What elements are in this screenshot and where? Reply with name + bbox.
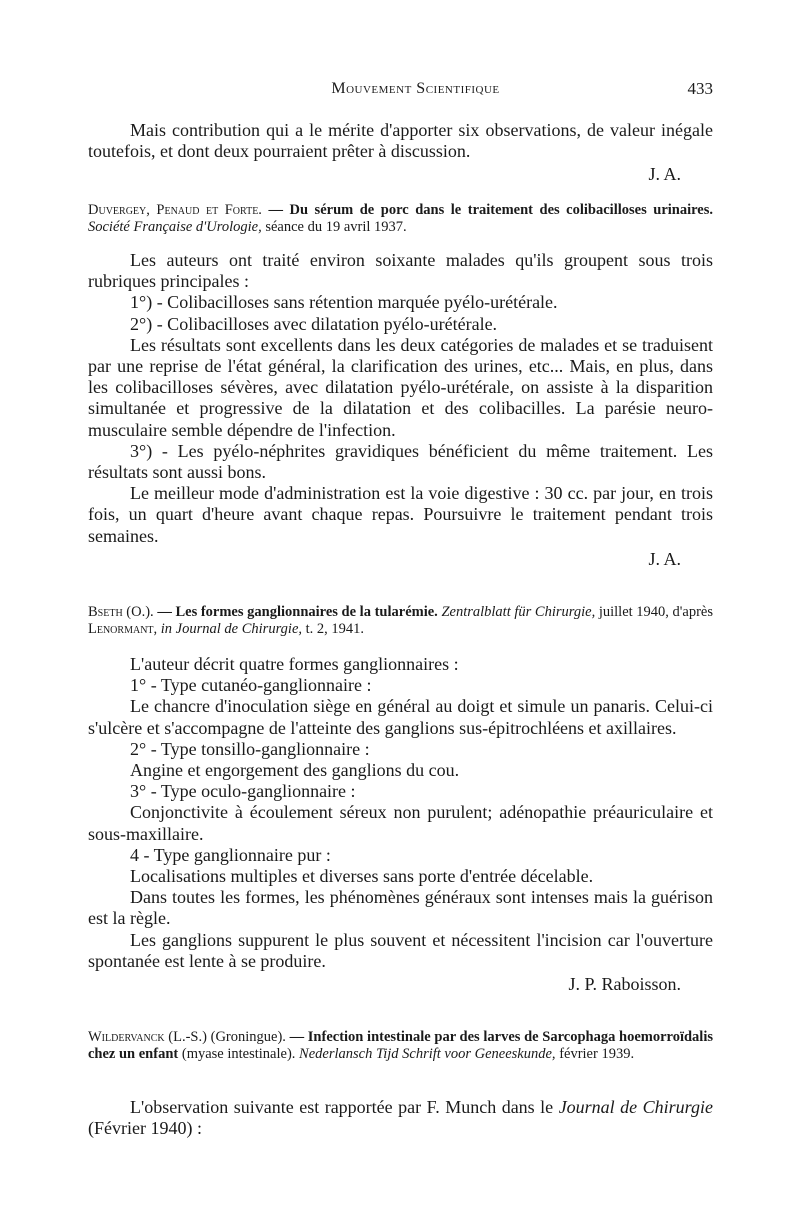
journal-name: Journal de Chirurgie bbox=[558, 1097, 714, 1117]
ref-title: — Infection intestinale par des larves de Sarcophaga hoemorroïdalis chez un enfant bbox=[88, 1029, 714, 1062]
journal-date: (Février 1940) : bbox=[88, 1118, 202, 1139]
reference-wildervanck bbox=[88, 1029, 713, 1063]
section2 bbox=[88, 250, 713, 570]
paragraph: Les ganglions suppurent le plus souvent et nécessitent l'incision car l'ouverture spontanée est lente à se produire. bbox=[88, 929, 713, 971]
ref-cited-journal: in Journal de Chirurgie, bbox=[160, 621, 303, 637]
paragraph: Dans toutes les formes, les phénomènes généraux sont intenses mais la guérison est la règle. bbox=[88, 887, 713, 929]
ref-authors: Bseth (O.). bbox=[88, 604, 154, 620]
signature: J. A. bbox=[648, 164, 681, 185]
paragraph: Localisations multiples et diverses sans porte d'entrée décelable. bbox=[130, 866, 594, 887]
ref-details: séance du 19 avril 1937. bbox=[265, 219, 407, 235]
paragraph: Angine et engorgement des ganglions du cou. bbox=[130, 760, 460, 781]
paragraph: 2° - Type tonsillo-ganglionnaire : bbox=[130, 738, 370, 759]
paragraph: L'auteur décrit quatre formes ganglionnaires : bbox=[130, 654, 459, 674]
paragraph: Le meilleur mode d'administration est la voie digestive : 30 cc. par jour, en trois fois, un quart d'heure avant chaque repas. Poursuivre le traitement pendant trois semaines. bbox=[88, 483, 713, 546]
paragraph: 3°) - Les pyélo-néphrites gravidiques bénéficient du même traitement. Les résultats sont aussi bons. bbox=[88, 440, 713, 483]
paragraph: Le chancre d'inoculation siège en général au doigt et simule un panaris. Celui-ci s'ulcère et s'accompagne de l'atteinte des ganglions sus-épitrochléens et axillaires. bbox=[88, 696, 713, 738]
paragraph: 3° - Type oculo-ganglionnaire : bbox=[130, 781, 356, 802]
paragraph: Les résultats sont excellents dans les deux catégories de malades et se traduisent par une reprise de l'état général, la clarification des urines, etc... Mais, en plus, dans les colibacilloses sévères, avec dilatation pyélo-urétérale, on assiste à la disparition simultanée et progressive de la dilatation et des colibacilles. La parésie neuro-musculaire semble dépendre de l'infection. bbox=[88, 334, 713, 440]
paragraph bbox=[88, 1097, 713, 1139]
ref-journal: Société Française d'Urologie, bbox=[88, 219, 262, 235]
ref-location: (Groningue). bbox=[210, 1029, 286, 1045]
paragraph: Conjonctivite à écoulement séreux non purulent; adénopathie préauriculaire et sous-maxillaire. bbox=[88, 802, 713, 844]
paragraph: 2°) - Colibacilloses avec dilatation pyélo-urétérale. bbox=[130, 313, 498, 334]
signature: J. P. Raboisson. bbox=[568, 974, 681, 995]
ref-details: février 1939. bbox=[559, 1046, 635, 1062]
reference-duvergey bbox=[88, 202, 713, 236]
ref-journal: Nederlansch Tijd Schrift voor Geneeskunde, bbox=[299, 1046, 556, 1062]
page-number: 433 bbox=[687, 79, 713, 98]
page-header bbox=[118, 80, 713, 100]
signature: J. A. bbox=[648, 548, 681, 569]
ref-subtitle: (myase intestinale). bbox=[181, 1046, 296, 1062]
paragraph: Mais contribution qui a le mérite d'apporter six observations, de valeur inégale toutefois, et dont deux pourraient prêter à discussion. bbox=[88, 120, 713, 162]
section3 bbox=[88, 654, 713, 995]
reference-bseth bbox=[88, 604, 713, 638]
paragraph: 1°) - Colibacilloses sans rétention marquée pyélo-urétérale. bbox=[130, 292, 558, 313]
ref-title: — Du sérum de porc dans le traitement des colibacilloses urinaires. bbox=[268, 202, 714, 218]
ref-details: juillet 1940, d'après bbox=[598, 604, 714, 620]
ref-journal: Zentralblatt für Chirurgie, bbox=[441, 604, 596, 620]
ref-authors: Duvergey, Penaud et Forte. bbox=[88, 202, 262, 218]
paragraph: 4 - Type ganglionnaire pur : bbox=[130, 844, 331, 865]
ref-cited-author: Lenormant, bbox=[88, 621, 158, 637]
section1 bbox=[88, 120, 713, 186]
ref-title: — Les formes ganglionnaires de la tularémie. bbox=[157, 604, 438, 620]
paragraph: Les auteurs ont traité environ soixante malades qu'ils groupent sous trois rubriques principales : bbox=[88, 250, 713, 292]
running-title: Mouvement Scientifique bbox=[331, 80, 500, 97]
ref-cited-details: t. 2, 1941. bbox=[305, 621, 365, 637]
paragraph: 1° - Type cutanéo-ganglionnaire : bbox=[130, 675, 372, 696]
intro-text: L'observation suivante est rapportée par F. Munch dans le bbox=[130, 1097, 554, 1117]
ref-authors: Wildervanck (L.-S.) bbox=[88, 1029, 207, 1045]
section4 bbox=[88, 1097, 713, 1139]
